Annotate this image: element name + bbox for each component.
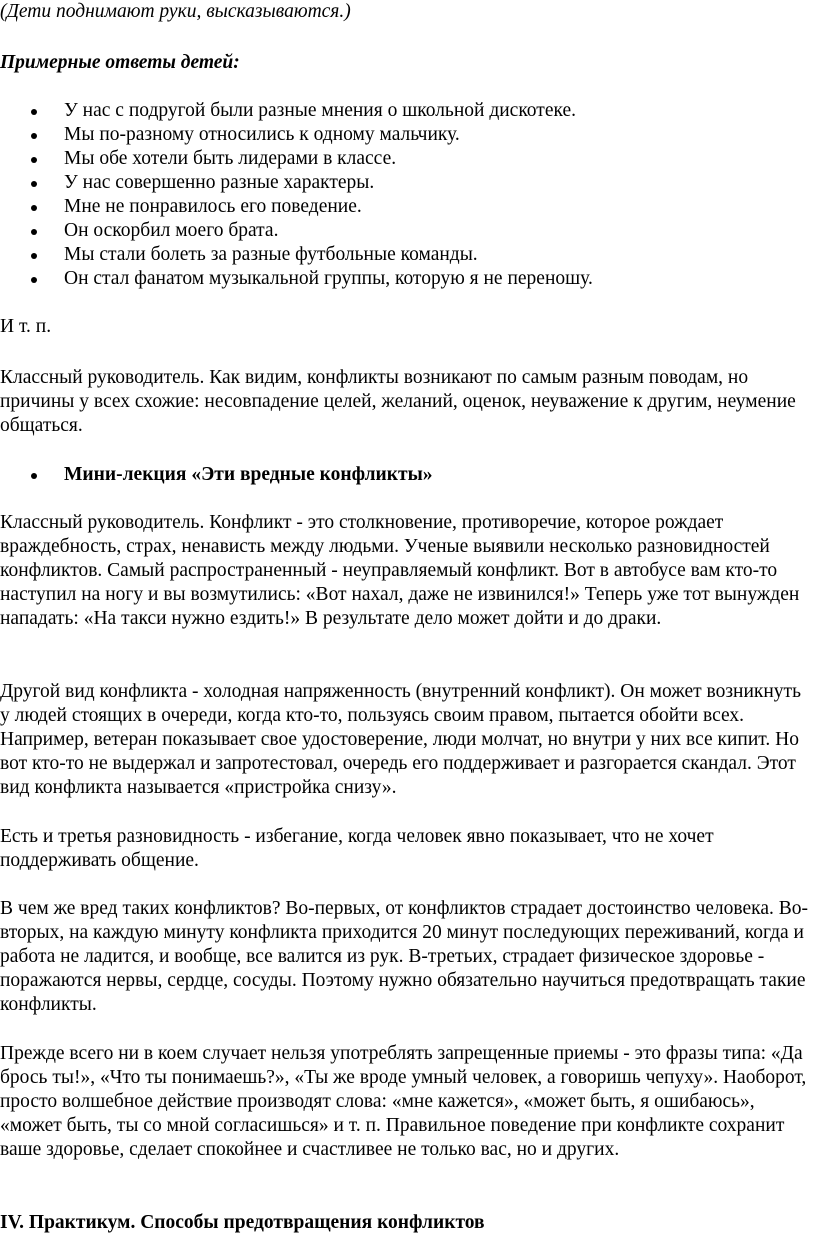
etc-text: И т. п.	[0, 316, 52, 337]
list-item: Он оскорбил моего брата.	[0, 219, 812, 243]
section-heading: IV. Практикум. Способы предотвращения конфликтов	[0, 1212, 485, 1233]
paragraph-5: В чем же вред таких конфликтов? Во-первых, от конфликтов страдает достоинство человека. Во-вторых, на каждую минуту конфликта приходится 20 минут последующих переживаний, когда и работа не ладится, и вообще, все валится из рук. В-третьих, страдает физическое здоровье - поражаются нервы, сердце, сосуды. Поэтому нужно обязательно научиться предотвращать такие конфликты.	[0, 898, 808, 1015]
list-item: У нас с подругой были разные мнения о школьной дискотеке.	[0, 99, 812, 123]
paragraph-4: Есть и третья разновидность - избегание, когда человек явно показывает, что не хочет поддерживать общение.	[0, 826, 714, 871]
bullet-icon	[31, 253, 37, 259]
list-item: Мне не понравилось его поведение.	[0, 195, 812, 219]
paragraph-6: Прежде всего ни в коем случает нельзя употреблять запрещенные приемы - это фразы типа: «Да брось ты!», «Что ты понимаешь?», «Ты же вроде умный человек, а говоришь чепуху». Наоборот, просто волшебное действие производят слова: «мне кажется», «может быть, я ошибаюсь», «может быть, ты со мной согласишься» и т. п. Правильное поведение при конфликте сохранит ваше здоровье, сделает спокойнее и счастливее не только вас, но и других.	[0, 1043, 807, 1160]
paragraph-3: Другой вид конфликта - холодная напряженность (внутренний конфликт). Он может возникнуть у людей стоящих в очереди, когда кто-то, пользуясь своим правом, пытается обойти всех. Например, ветеран показывает свое удостоверение, люди молчат, но внутри у них все кипит. Но вот кто-то не выдержал и запротестовал, очередь его поддерживает и разгорается скандал. Этот вид конфликта называется «пристройка снизу».	[0, 681, 801, 798]
paragraph-2: Классный руководитель. Конфликт - это столкновение, противоречие, которое рождает враждебность, страх, ненависть между людьми. Ученые выявили несколько разновидностей конфликтов. Самый распространенный - неуправляемый конфликт. Вот в автобусе вам кто-то наступил на ногу и вы возмутились: «Вот нахал, даже не извинился!» Теперь уже тот вынужден нападать: «На такси нужно ездить!» В результате дело может дойти и до драки.	[0, 512, 800, 629]
lecture-heading: Мини-лекция «Эти вредные конфликты»	[64, 464, 433, 485]
answers-list	[0, 99, 812, 291]
bullet-icon	[31, 157, 37, 163]
list-item: Мы стали болеть за разные футбольные команды.	[0, 243, 812, 267]
list-item	[0, 463, 812, 487]
lecture-heading-list	[0, 463, 812, 487]
list-item: Мы по-разному относились к одному мальчику.	[0, 123, 812, 147]
bullet-icon	[31, 133, 37, 139]
list-item: Он стал фанатом музыкальной группы, которую я не переношу.	[0, 267, 812, 291]
list-item: Мы обе хотели быть лидерами в классе.	[0, 147, 812, 171]
bullet-icon	[31, 181, 37, 187]
bullet-icon	[31, 109, 37, 115]
bullet-icon	[31, 473, 37, 479]
bullet-icon	[31, 277, 37, 283]
answers-heading: Примерные ответы детей:	[0, 52, 240, 73]
paragraph-1: Классный руководитель. Как видим, конфликты возникают по самым разным поводам, но причины у всех схожие: несовпадение целей, желаний, оценок, неуважение к другим, неумение общаться.	[0, 367, 796, 436]
list-item: У нас совершенно разные характеры.	[0, 171, 812, 195]
bullet-icon	[31, 205, 37, 211]
intro-note: (Дети поднимают руки, высказываются.)	[0, 1, 351, 22]
bullet-icon	[31, 229, 37, 235]
